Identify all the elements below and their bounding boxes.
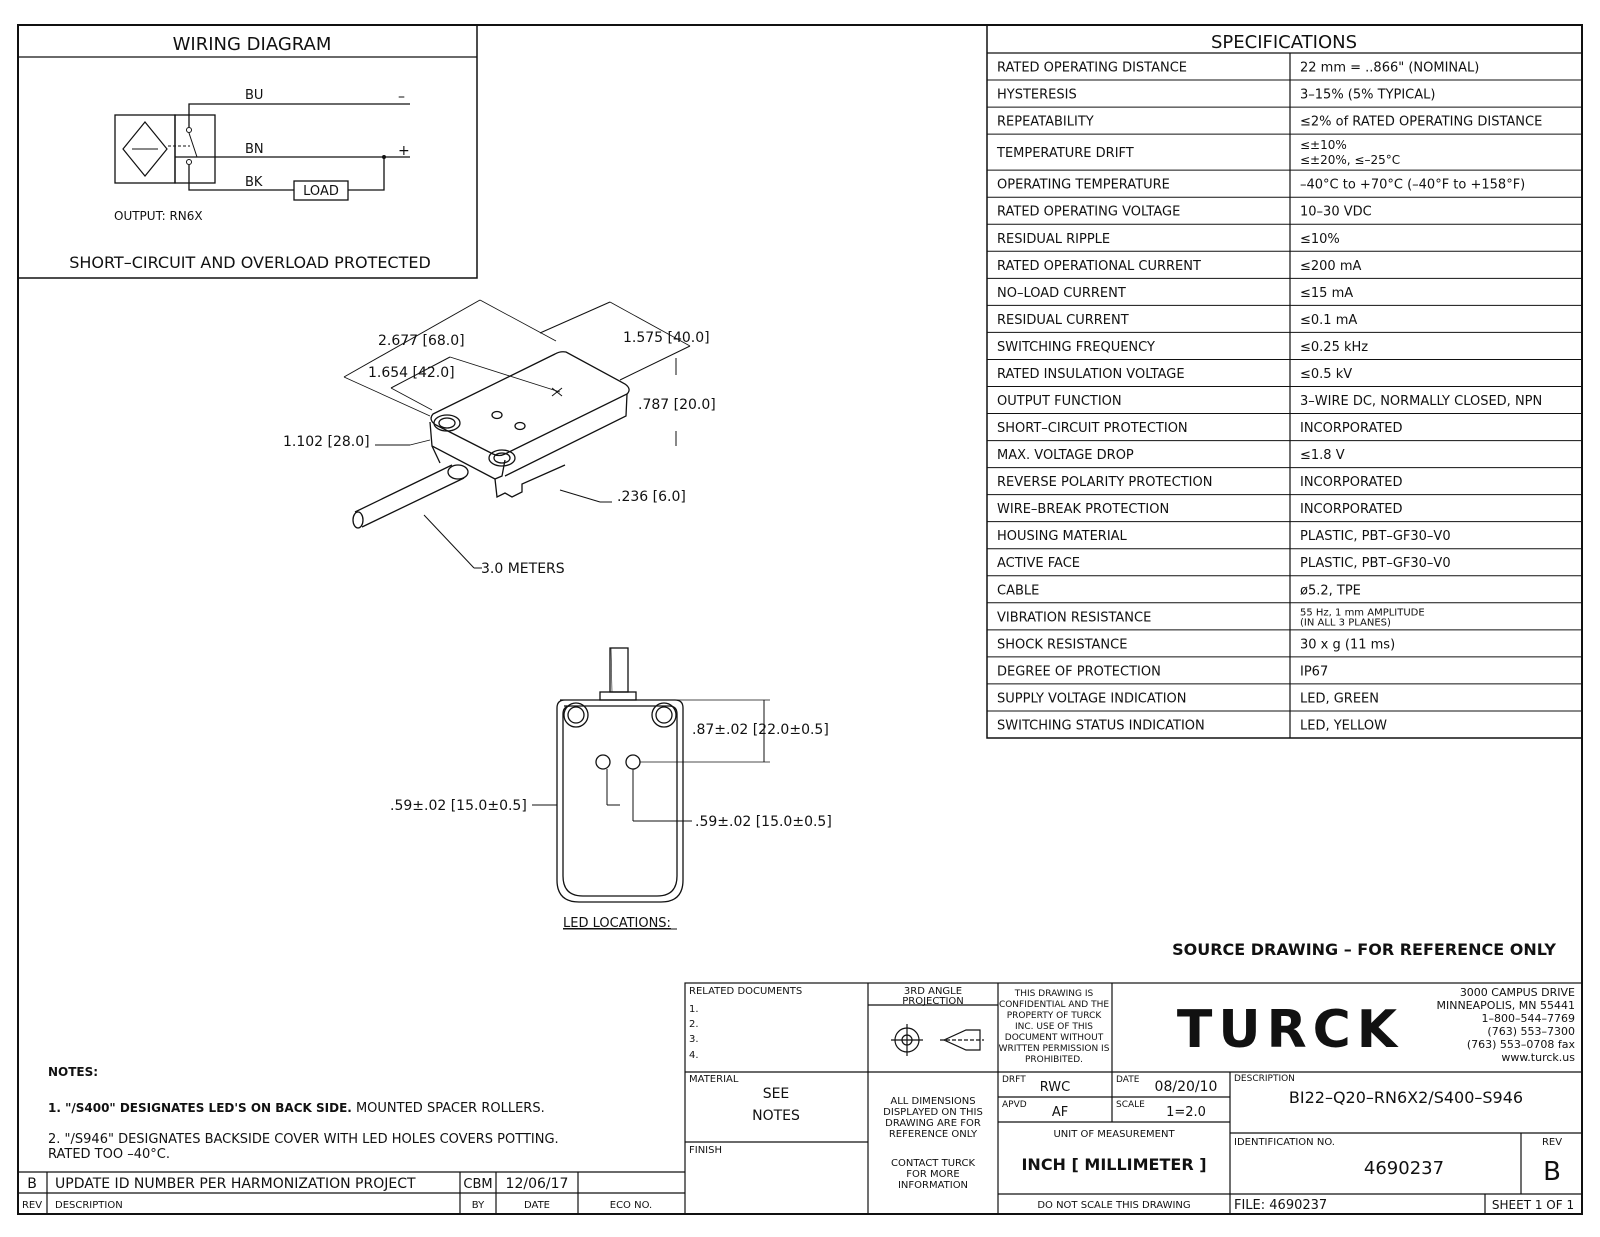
rev-letter: B [27,1176,37,1192]
spec-label: SHORT–CIRCUIT PROTECTION [997,421,1188,437]
drawing-date: 08/20/10 [1154,1079,1218,1095]
spec-label: HYSTERESIS [997,87,1077,103]
led-locations-view [532,648,770,902]
dim-length: 2.677 [68.0] [378,333,465,349]
spec-value: LED, YELLOW [1300,718,1387,734]
dim-side: 1.102 [28.0] [283,434,370,450]
spec-label: OPERATING TEMPERATURE [997,177,1170,193]
spec-value: INCORPORATED [1300,502,1403,518]
source-note: SOURCE DRAWING – FOR REFERENCE ONLY [1172,940,1556,959]
dim-inner-length: 1.654 [42.0] [368,365,455,381]
spec-label: SHOCK RESISTANCE [997,637,1128,653]
led-dim-left: .59±.02 [15.0±0.5] [390,798,527,814]
confidential-line: PROHIBITED. [1025,1055,1083,1065]
spec-value: 22 mm = ..866" (NOMINAL) [1300,60,1480,76]
description-header: DESCRIPTION [55,1200,123,1211]
spec-label: RATED OPERATING VOLTAGE [997,204,1181,220]
related-doc-2: 2. [689,1019,699,1030]
date-header: DATE [523,1200,551,1211]
spec-label: ACTIVE FACE [997,556,1080,572]
turck-logo: TURCK [1176,1000,1404,1060]
identification-number: 4690237 [1363,1158,1445,1179]
projection-line-1: 3RD ANGLE [903,986,963,997]
rev-value: B [1543,1157,1561,1187]
projection-line-2: PROJECTION [902,996,964,1007]
unit-value: INCH [ MILLIMETER ] [1021,1155,1207,1174]
rev-header: REV [21,1200,43,1211]
spec-value: –40°C to +70°C (–40°F to +158°F) [1300,177,1526,193]
spec-value: ≤15 mA [1300,285,1354,301]
unit-label: UNIT OF MEASUREMENT [1053,1129,1175,1140]
confidential-line: THIS DRAWING IS [1014,989,1094,999]
date-label: DATE [1116,1075,1140,1085]
spec-value: ø5.2, TPE [1300,583,1361,599]
spec-value: INCORPORATED [1300,475,1403,491]
spec-label: REPEATABILITY [997,114,1094,130]
minus-label: – [398,89,405,105]
spec-value: PLASTIC, PBT–GF30–V0 [1300,556,1451,572]
wire-bu-label: BU [245,88,264,103]
spec-label: SWITCHING FREQUENCY [997,339,1155,355]
spec-value: IP67 [1300,664,1329,680]
spec-value: ≤10% [1300,231,1340,247]
wire-bn-label: BN [245,142,264,157]
material-see: SEE [762,1086,790,1102]
spec-value: PLASTIC, PBT–GF30–V0 [1300,529,1451,545]
spec-value-2: ≤±20%, ≤–25°C [1300,153,1401,168]
drawing-scale: 1=2.0 [1166,1105,1206,1120]
contact-line: FOR MORE [906,1169,960,1180]
address-line: 3000 CAMPUS DRIVE [1459,986,1575,999]
address-line: (763) 553–7300 [1487,1025,1575,1038]
spec-value: ≤0.5 kV [1300,366,1353,382]
dim-width: 1.575 [40.0] [623,330,710,346]
all-dims-line: ALL DIMENSIONS [890,1096,976,1107]
spec-label: RATED INSULATION VOLTAGE [997,366,1185,382]
no-scale-note: DO NOT SCALE THIS DRAWING [1037,1200,1191,1211]
note-1 [48,1101,545,1116]
spec-label: RESIDUAL CURRENT [997,312,1129,328]
note-2-line-1: 2. "/S946" DESIGNATES BACKSIDE COVER WITH LED HOLES COVERS POTTING. [48,1132,559,1147]
wiring-diagram [18,25,477,278]
wiring-title: WIRING DIAGRAM [172,34,332,55]
file-name: FILE: 4690237 [1234,1198,1328,1213]
spec-value: 55 Hz, 1 mm AMPLITUDE [1300,607,1425,619]
spec-value: ≤0.1 mA [1300,312,1358,328]
led-caption: LED LOCATIONS: [563,916,671,931]
by-header: BY [471,1200,485,1211]
rev-description: UPDATE ID NUMBER PER HARMONIZATION PROJECT [55,1176,416,1192]
confidential-note [999,989,1110,1065]
rev-date: 12/06/17 [505,1176,569,1192]
spec-label: DEGREE OF PROTECTION [997,664,1161,680]
spec-label: REVERSE POLARITY PROTECTION [997,475,1213,491]
approver: AF [1051,1105,1069,1120]
part-description: BI22–Q20–RN6X2/S400–S946 [1288,1088,1524,1107]
confidential-line: DOCUMENT WITHOUT [1004,1033,1104,1043]
address-line: 1–800–544–7769 [1481,1012,1575,1025]
spec-value: 30 x g (11 ms) [1300,637,1396,653]
spec-value-2: (IN ALL 3 PLANES) [1300,617,1391,629]
spec-value: ≤0.25 kHz [1300,339,1369,355]
finish-label: FINISH [689,1145,722,1156]
led-dim-right: .59±.02 [15.0±0.5] [695,814,832,830]
sheet-number: SHEET 1 OF 1 [1491,1198,1575,1212]
spec-label: OUTPUT FUNCTION [997,394,1122,410]
notes-heading: NOTES: [48,1065,99,1079]
spec-label: RATED OPERATING DISTANCE [997,60,1188,76]
confidential-line: WRITTEN PERMISSION IS [998,1044,1110,1054]
note-1-bold: 1. "/S400" DESIGNATES LED'S ON BACK SIDE. [48,1101,352,1115]
spec-label: HOUSING MATERIAL [997,529,1127,545]
address-line: (763) 553–0708 fax [1466,1038,1575,1051]
spec-label: NO–LOAD CURRENT [997,285,1126,301]
spec-value: 3–WIRE DC, NORMALLY CLOSED, NPN [1300,394,1543,410]
spec-label: RATED OPERATIONAL CURRENT [997,258,1201,274]
rev-by: CBM [463,1177,493,1192]
all-dimensions-note [883,1096,983,1140]
apvd-label: APVD [1002,1100,1027,1110]
confidential-line: CONFIDENTIAL AND THE [998,1000,1110,1010]
all-dims-line: DRAWING ARE FOR [885,1118,981,1129]
spec-label: TEMPERATURE DRIFT [997,146,1134,162]
rev-label: REV [1541,1137,1563,1148]
spec-label: SUPPLY VOLTAGE INDICATION [997,691,1187,707]
spec-label: CABLE [997,583,1040,599]
related-docs-label: RELATED DOCUMENTS [689,986,803,997]
load-label: LOAD [303,184,339,199]
protection-label: SHORT–CIRCUIT AND OVERLOAD PROTECTED [69,253,431,272]
spec-label: MAX. VOLTAGE DROP [997,448,1134,464]
all-dims-line: DISPLAYED ON THIS [883,1107,983,1118]
spec-value: ≤±10% [1300,138,1347,153]
material-label: MATERIAL [689,1074,739,1085]
eco-header: ECO NO. [609,1200,653,1211]
note-2-line-2: RATED TOO –40°C. [48,1147,170,1162]
spec-label: WIRE–BREAK PROTECTION [997,502,1170,518]
wire-bk-label: BK [245,175,263,190]
contact-line: INFORMATION [897,1180,969,1191]
spec-value: INCORPORATED [1300,421,1403,437]
spec-value: ≤200 mA [1300,258,1362,274]
output-label: OUTPUT: RN6X [114,209,203,223]
description-label: DESCRIPTION [1234,1074,1295,1084]
confidential-line: PROPERTY OF TURCK [1006,1011,1102,1021]
address-line: MINNEAPOLIS, MN 55441 [1436,999,1575,1012]
spec-value: ≤2% of RATED OPERATING DISTANCE [1300,114,1543,130]
specifications-table [987,25,1582,738]
spec-value: 10–30 VDC [1300,204,1372,220]
spec-title: SPECIFICATIONS [1210,32,1358,53]
contact-line: CONTACT TURCK [890,1158,976,1169]
plus-label: + [398,143,410,159]
dim-cable: 3.0 METERS [481,561,565,577]
note-1-rest: MOUNTED SPACER ROLLERS. [351,1101,545,1116]
material-notes: NOTES [752,1108,800,1124]
spec-label: VIBRATION RESISTANCE [997,610,1152,626]
company-address [1436,986,1575,1064]
spec-value: LED, GREEN [1300,691,1379,707]
led-dim-vertical: .87±.02 [22.0±0.5] [692,722,829,738]
drafter: RWC [1039,1080,1071,1095]
spec-value: ≤1.8 V [1300,448,1345,464]
confidential-line: INC. USE OF THIS [1015,1022,1093,1032]
spec-label: RESIDUAL RIPPLE [997,231,1111,247]
dim-height: .787 [20.0] [638,397,716,413]
all-dims-line: REFERENCE ONLY [888,1129,978,1140]
related-doc-4: 4. [689,1050,699,1061]
address-line: www.turck.us [1501,1051,1575,1064]
scale-label: SCALE [1116,1100,1145,1110]
spec-label: SWITCHING STATUS INDICATION [997,718,1205,734]
spec-value: 3–15% (5% TYPICAL) [1300,87,1436,103]
dim-thickness: .236 [6.0] [617,489,686,505]
related-doc-1: 1. [689,1004,699,1015]
id-label: IDENTIFICATION NO. [1234,1137,1335,1148]
contact-note [891,1158,975,1191]
related-doc-3: 3. [689,1034,699,1045]
drft-label: DRFT [1002,1075,1026,1085]
